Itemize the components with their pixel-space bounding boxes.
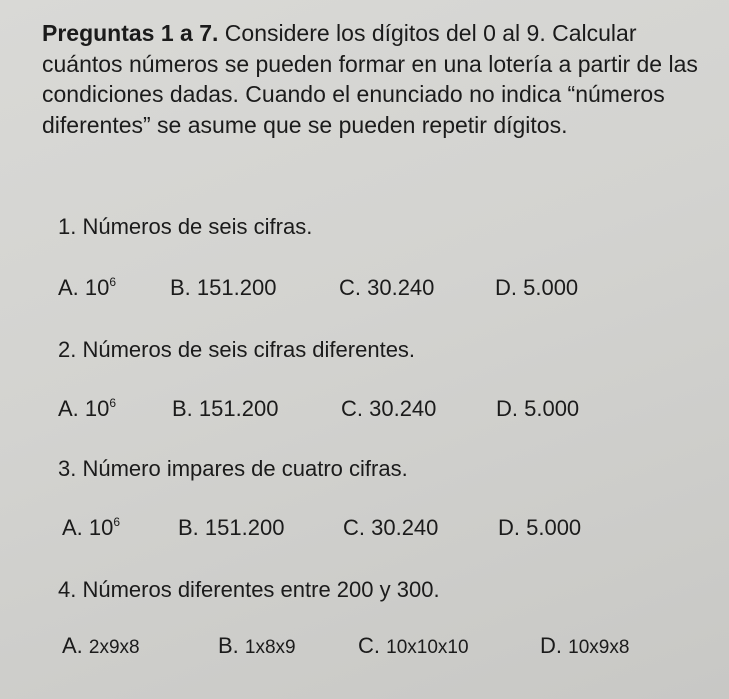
q4-option-d-expression: 10x9x8: [568, 637, 630, 658]
q2-option-a-base: 10: [84, 396, 110, 421]
question-4-options: [58, 633, 708, 663]
q4-option-c-expression: 10x10x10: [386, 637, 469, 658]
instructions-lead: Preguntas 1 a 7.: [42, 20, 219, 46]
q4-option-a-letter: A.: [62, 633, 83, 658]
question-2-prompt: 2. Números de seis cifras diferentes.: [58, 337, 416, 362]
q2-option-b[interactable]: B. 151.200: [172, 396, 279, 421]
q3-option-a[interactable]: [62, 515, 120, 541]
question-1-options: [58, 275, 708, 305]
q3-option-c[interactable]: C. 30.240: [343, 515, 439, 540]
q2-option-a-exponent: 6: [109, 396, 117, 410]
q1-option-d[interactable]: D. 5.000: [495, 275, 579, 300]
q4-option-a[interactable]: [62, 633, 140, 659]
question-2-options: [58, 396, 708, 426]
q1-option-b[interactable]: B. 151.200: [170, 275, 277, 300]
q4-option-a-expression: 2x9x8: [88, 637, 140, 658]
q1-option-a-exponent: 6: [109, 275, 117, 289]
q4-option-d[interactable]: [540, 633, 629, 659]
q3-option-a-exponent: 6: [113, 515, 121, 529]
q4-option-d-letter: D.: [540, 633, 562, 658]
q3-option-d[interactable]: D. 5.000: [498, 515, 582, 540]
q4-option-b-letter: B.: [218, 633, 239, 658]
q4-option-c-letter: C.: [358, 633, 380, 658]
q2-option-a-letter: A.: [58, 396, 79, 421]
q3-option-a-base: 10: [88, 515, 114, 540]
q4-option-b[interactable]: [218, 633, 296, 659]
q1-option-c[interactable]: C. 30.240: [339, 275, 435, 300]
q2-option-d[interactable]: D. 5.000: [496, 396, 580, 421]
q4-option-b-expression: 1x8x9: [244, 637, 296, 658]
q1-option-a-base: 10: [84, 275, 110, 300]
instructions-paragraph: [42, 18, 702, 140]
question-1-prompt: 1. Números de seis cifras.: [58, 214, 313, 239]
question-3-prompt: 3. Número impares de cuatro cifras.: [58, 456, 408, 481]
q3-option-a-letter: A.: [62, 515, 83, 540]
q2-option-a[interactable]: [58, 396, 116, 422]
question-4-prompt: 4. Números diferentes entre 200 y 300.: [58, 577, 440, 602]
q2-option-c[interactable]: C. 30.240: [341, 396, 437, 421]
q1-option-a-letter: A.: [58, 275, 79, 300]
q3-option-b[interactable]: B. 151.200: [178, 515, 285, 540]
q4-option-c[interactable]: [358, 633, 469, 659]
instructions-text: Considere los dígitos del 0 al 9. Calcular cuántos números se pueden formar en una lotería a partir de las condiciones dadas. Cuando el enunciado no indica “números diferentes” se asume que se pueden repetir dígitos.: [42, 20, 698, 138]
question-3-options: [58, 515, 708, 545]
q1-option-a[interactable]: [58, 275, 116, 301]
